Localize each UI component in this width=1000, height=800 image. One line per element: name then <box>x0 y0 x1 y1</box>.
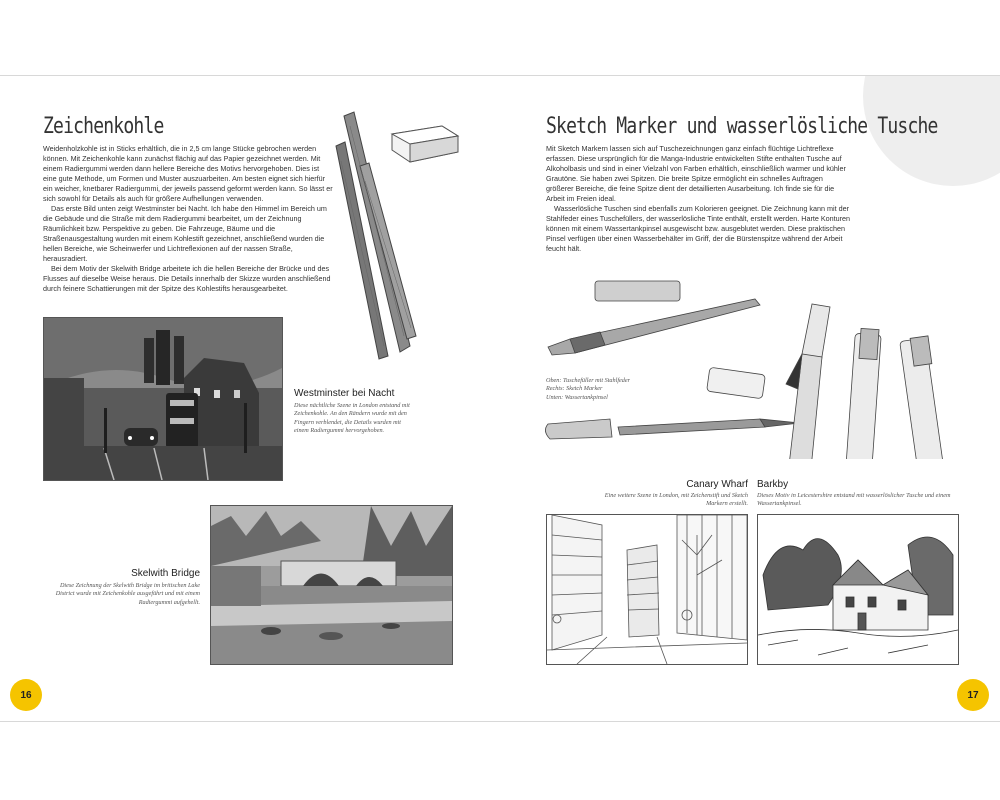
left-paragraph-2: Das erste Bild unten zeigt Westminster bei Nacht. Ich habe den Himmel im Bereich um die Gebäude und die Straße mit dem Radiergummi bearbeitet, um der Zeichnung Räumlichkeit bzw. Perspektive zu geben. Die Fahrzeuge, Bäume und die Straßenausgestaltung wurden mit einem Kohlestift gezeichnet, anschließend wurden die hellen Bereiche, wie Scheinwerfer und Lichtreflexionen auf der nassen Straße, herausradiert. <box>43 204 327 263</box>
tools-caption <box>546 377 686 402</box>
canary-wharf-drawing <box>546 514 748 665</box>
skelwith-title: Skelwith Bridge <box>131 568 200 579</box>
skelwith-bridge-drawing <box>210 505 453 665</box>
left-paragraph-3: Bei dem Motiv der Skelwith Bridge arbeitete ich die hellen Bereiche der Brücke und des Flusses auf dieselbe Weise heraus. Die Details innerhalb der Skizze wurden anschließend durch feinere Schattierungen mit der Spitze des Kohlestifts herausgearbeitet. <box>43 264 331 293</box>
canary-wharf-title: Canary Wharf <box>686 479 748 490</box>
charcoal-sticks-illustration <box>330 106 470 361</box>
westminster-drawing <box>43 317 283 481</box>
barkby-drawing <box>757 514 959 665</box>
right-paragraph-1: Mit Sketch Markern lassen sich auf Tuschezeichnungen ganz einfach flüchtige Lichtreflexe erfassen. Diese ursprünglich für die Manga-Industrie entwickelten Stifte enthalten Tusche auf Alkoholbasis und sind in einer Vielzahl von Farben erhältlich, einschließlich warmer und kühler Grautöne. Sie haben zwei Spitzen. Die breite Spitze ermöglicht ein schnelles Auftragen größerer Bereiche, die feine Spitze dient der detaillierten Ausarbeitung. Ich finde sie für die Arbeit im Freien ideal. <box>546 144 846 203</box>
page-number-left: 16 <box>10 679 42 711</box>
right-paragraph-2: Wasserlösliche Tuschen sind ebenfalls zum Kolorieren geeignet. Die Zeichnung kann mit der Stahlfeder eines Tuschefüllers, der wasserlösliche Tinte enthält, erstellt werden. Harte Konturen können mit einem Wassertankpinsel ausgewischt bzw. ausgeblutet werden. Diese praktischen Pinsel verfügen über einen Wasserbehälter im Griff, der die Bürstenspitze während der Arbeit feucht hält. <box>546 204 851 253</box>
pens-markers-illustration <box>540 259 980 459</box>
right-page-heading: Sketch Marker und wasserlösliche Tusche <box>546 114 938 139</box>
tools-caption-line-3: Unten: Wassertankpinsel <box>546 393 608 401</box>
canary-wharf-caption: Eine weitere Szene in London, mit Zeichenstift und Sketch Markern erstellt. <box>604 492 748 508</box>
barkby-caption: Dieses Motiv in Leicestershire entstand mit wasserlöslicher Tusche und einem Wassertankpinsel. <box>757 492 951 508</box>
book-spread <box>0 75 1000 722</box>
westminster-title: Westminster bei Nacht <box>294 388 395 399</box>
tools-caption-line-1: Oben: Tuschefüller mit Stahlfeder <box>546 377 631 384</box>
right-body-text <box>546 144 852 254</box>
page-number-right: 17 <box>957 679 989 711</box>
left-paragraph-1: Weidenholzkohle ist in Sticks erhältlich, die in 2,5 cm lange Stücke gebrochen werden können. Mit Zeichenkohle kann zunächst flächig auf das Papier gezeichnet werden. Mit einem Radiergummi werden dann hellere Bereiche des Motivs hervorgehoben. Dies ist eine gute Methode, um Formen und Muster auszuarbeiten. Am besten eignet sich hierfür ein weicher, knetbarer Radiergummi, der jeweils passend geformt werden kann. So lässt er sich sowohl für Details als auch für größere Aufhellungen verwenden. <box>43 144 333 203</box>
westminster-caption: Diese nächtliche Szene in London entstand mit Zeichenkohle. An den Rändern wurde mit den Fingern verblendet, die Details wurden mit einem Radiergummi hervorgehoben. <box>294 402 410 435</box>
left-page-heading: Zeichenkohle <box>43 114 164 139</box>
skelwith-caption: Diese Zeichnung der Skelwith Bridge im britischen Lake District wurde mit Zeichenkohle ausgeführt und mit einem Radiergummi aufgehellt. <box>55 582 200 606</box>
barkby-title: Barkby <box>757 479 789 490</box>
left-body-text <box>43 144 333 294</box>
tools-caption-line-2: Rechts: Sketch Marker <box>546 385 603 393</box>
